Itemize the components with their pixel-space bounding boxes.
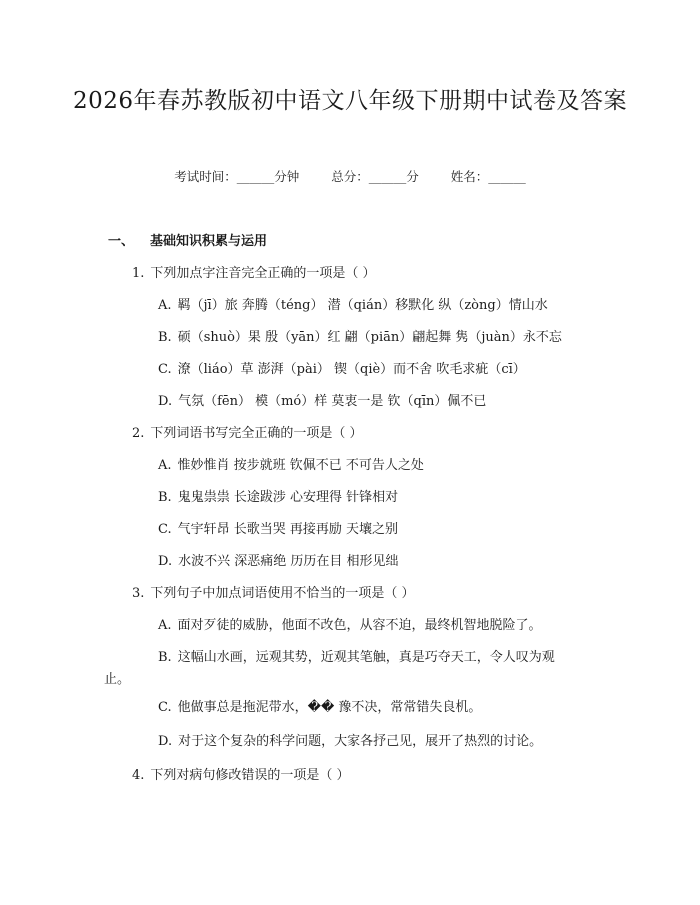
option-text: 惟妙惟肖 按步就班 钦佩不已 不可告人之处	[177, 458, 424, 473]
option-1d	[158, 390, 486, 409]
question-3	[132, 582, 415, 601]
question-1	[132, 262, 376, 281]
option-letter: C.	[158, 700, 172, 715]
option-2b	[158, 486, 398, 505]
option-2a	[158, 454, 424, 473]
question-number: 4.	[132, 768, 145, 783]
exam-score: 总分：______分	[331, 169, 419, 184]
option-2c	[158, 518, 398, 537]
option-letter: A.	[158, 298, 172, 313]
option-text: 这幅山水画，远观其势，近观其笔触，真是巧夺天工，令人叹为观	[177, 650, 555, 665]
option-3b-continuation: 止。	[104, 672, 131, 687]
section-title: 基础知识积累与运用	[150, 234, 268, 249]
option-3a	[158, 614, 542, 633]
page-title: 2026年春苏教版初中语文八年级下册期中试卷及答案	[72, 88, 628, 114]
option-text: 硕（shuò）果 殷（yān）红 翩（piān）翩起舞 隽（juàn）永不忘	[177, 330, 562, 345]
section-heading	[108, 230, 267, 249]
option-letter: B.	[158, 330, 172, 345]
exam-name: 姓名：______	[450, 169, 526, 184]
question-4	[132, 764, 350, 783]
option-letter: D.	[158, 394, 173, 409]
option-letter: A.	[158, 458, 172, 473]
question-text: 下列句子中加点词语使用不恰当的一项是（ ）	[150, 586, 415, 601]
option-text: 鬼鬼祟祟 长途跋涉 心安理得 针锋相对	[177, 490, 399, 505]
option-3d	[158, 730, 542, 749]
option-text: 面对歹徒的威胁，他面不改色，从容不迫，最终机智地脱险了。	[177, 618, 542, 633]
option-text: 羁（jī）旅 奔腾（téng） 潜（qián）移默化 纵（zòng）情山水	[177, 298, 548, 313]
question-text: 下列词语书写完全正确的一项是（ ）	[150, 426, 363, 441]
option-text: 对于这个复杂的科学问题，大家各抒己见，展开了热烈的讨论。	[178, 734, 543, 749]
section-number: 一、	[108, 234, 135, 249]
question-number: 1.	[132, 266, 145, 281]
option-letter: B.	[158, 490, 172, 505]
question-2	[132, 422, 363, 441]
option-1a	[158, 294, 548, 313]
option-letter: D.	[158, 734, 173, 749]
exam-meta	[0, 167, 700, 185]
option-1c	[158, 358, 526, 377]
exam-time: 考试时间：______分钟	[174, 169, 300, 184]
option-letter: C.	[158, 522, 172, 537]
option-letter: B.	[158, 650, 172, 665]
option-1b	[158, 326, 562, 345]
option-letter: C.	[158, 362, 172, 377]
option-letter: D.	[158, 554, 173, 569]
option-letter: A.	[158, 618, 172, 633]
option-text: 气宇轩昂 长歌当哭 再接再励 天壤之别	[177, 522, 399, 537]
option-text: 潦（liáo）草 澎湃（pài） 锲（qiè）而不舍 吹毛求疵（cī）	[177, 362, 526, 377]
option-3c	[158, 696, 481, 715]
question-text: 下列对病句修改错误的一项是（ ）	[150, 768, 350, 783]
question-text: 下列加点字注音完全正确的一项是（ ）	[150, 266, 376, 281]
option-text: 气氛（fēn） 模（mó）样 莫衷一是 钦（qīn）佩不已	[178, 394, 487, 409]
option-3b	[158, 646, 555, 665]
option-text: 他做事总是拖泥带水，�� 豫不决，常常错失良机。	[177, 700, 482, 715]
question-number: 3.	[132, 586, 145, 601]
option-text: 水波不兴 深恶痛绝 历历在目 相形见绌	[178, 554, 399, 569]
question-number: 2.	[132, 426, 145, 441]
option-2d	[158, 550, 399, 569]
